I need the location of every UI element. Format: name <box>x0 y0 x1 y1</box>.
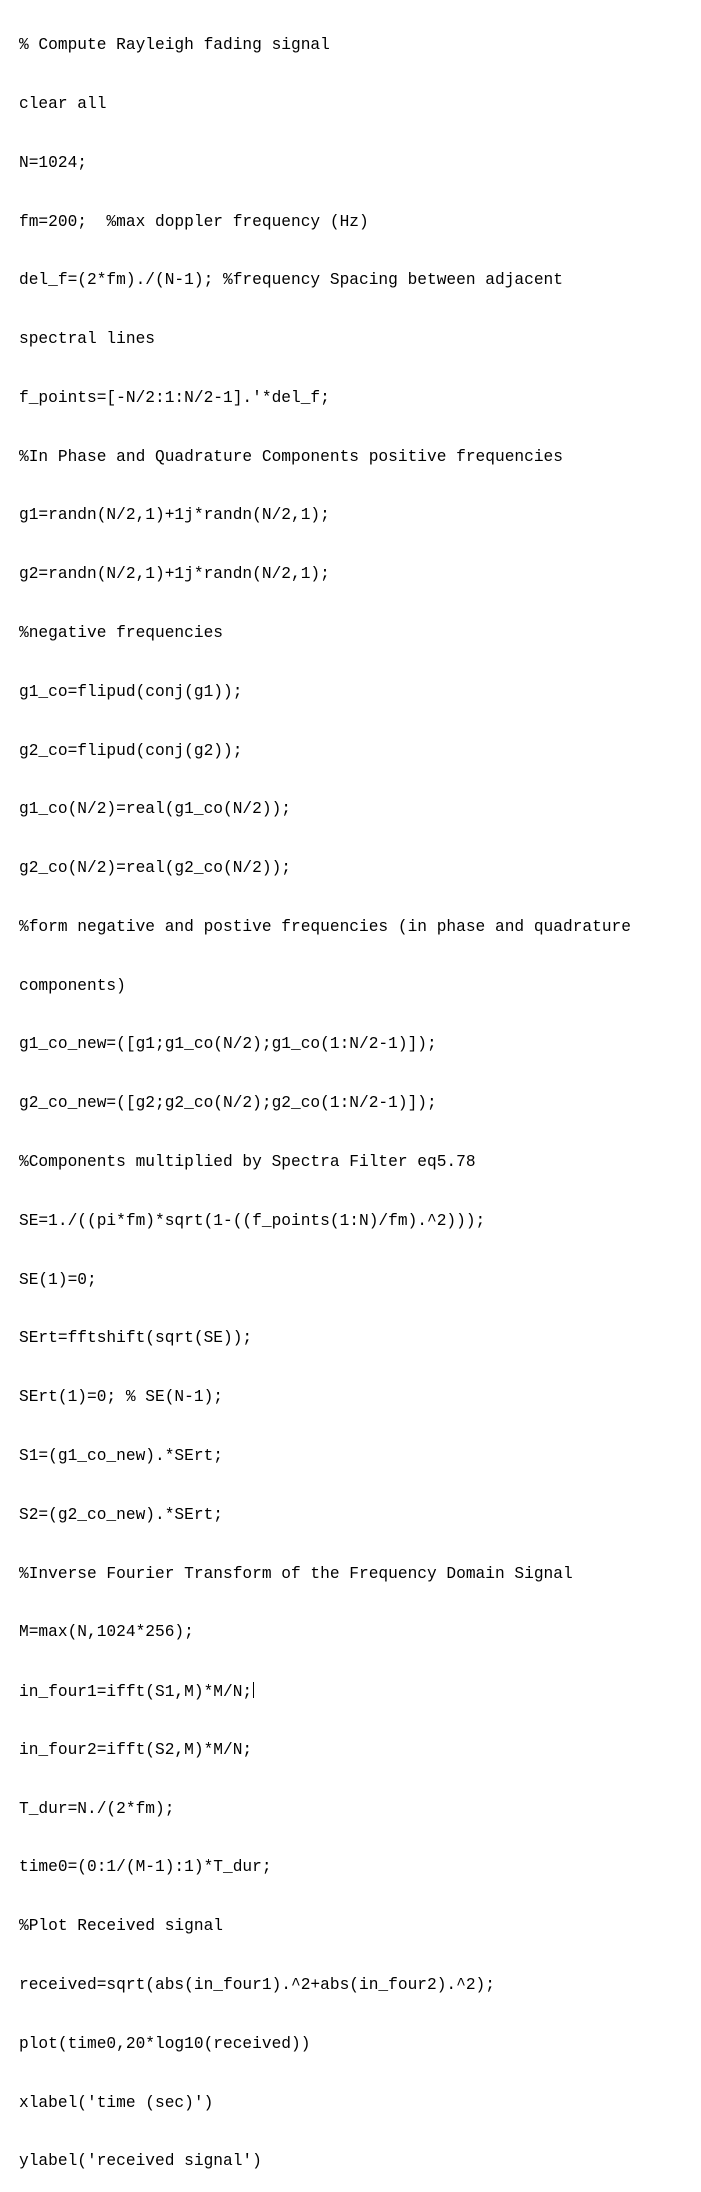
code-line: T_dur=N./(2*fm); <box>19 1799 175 1818</box>
code-line: %Inverse Fourier Transform of the Frequency Domain Signal <box>19 1564 573 1583</box>
code-line: %In Phase and Quadrature Components positive frequencies <box>19 447 563 466</box>
code-line: del_f=(2*fm)./(N-1); %frequency Spacing between adjacent <box>19 271 563 290</box>
code-line: SE=1./((pi*fm)*sqrt(1-((f_points(1:N)/fm).^2))); <box>19 1211 486 1230</box>
code-line: ylabel('received signal') <box>19 2152 262 2171</box>
code-line: g2_co_new=([g2;g2_co(N/2);g2_co(1:N/2-1)]); <box>19 1094 437 1113</box>
code-line: SE(1)=0; <box>19 1270 97 1289</box>
code-line-with-caret[interactable] <box>19 1682 631 1702</box>
code-line: fm=200; %max doppler frequency (Hz) <box>19 212 369 231</box>
code-line: % Compute Rayleigh fading signal <box>19 36 330 55</box>
code-line: spectral lines <box>19 330 155 349</box>
code-line: clear all <box>19 94 107 113</box>
code-line: M=max(N,1024*256); <box>19 1623 194 1642</box>
code-line: received=sqrt(abs(in_four1).^2+abs(in_four2).^2); <box>19 1975 495 1994</box>
code-line: g1_co(N/2)=real(g1_co(N/2)); <box>19 800 291 819</box>
code-line: %negative frequencies <box>19 624 223 642</box>
code-document[interactable] <box>19 0 631 2192</box>
code-line: in_four2=ifft(S2,M)*M/N; <box>19 1740 253 1759</box>
code-line: %Plot Received signal <box>19 1917 223 1936</box>
text-caret <box>253 1682 254 1698</box>
code-line: N=1024; <box>19 153 87 172</box>
code-line: g2_co=flipud(conj(g2)); <box>19 741 243 760</box>
code-line: g2=randn(N/2,1)+1j*randn(N/2,1); <box>19 565 330 584</box>
code-line: g2_co(N/2)=real(g2_co(N/2)); <box>19 859 291 878</box>
code-line: SErt=fftshift(sqrt(SE)); <box>19 1329 253 1348</box>
code-line: %Components multiplied by Spectra Filter eq5.78 <box>19 1153 476 1172</box>
code-line: time0=(0:1/(M-1):1)*T_dur; <box>19 1858 272 1877</box>
code-line: %form negative and postive frequencies (in phase and quadrature <box>19 917 631 936</box>
code-line: components) <box>19 976 126 995</box>
code-line: S2=(g2_co_new).*SErt; <box>19 1505 223 1524</box>
code-line: f_points=[-N/2:1:N/2-1].'*del_f; <box>19 388 330 407</box>
code-line: plot(time0,20*log10(received)) <box>19 2034 311 2053</box>
code-line: g1_co=flipud(conj(g1)); <box>19 682 243 701</box>
code-line: S1=(g1_co_new).*SErt; <box>19 1446 223 1465</box>
code-line: SErt(1)=0; % SE(N-1); <box>19 1388 223 1407</box>
code-line: g1=randn(N/2,1)+1j*randn(N/2,1); <box>19 506 330 525</box>
code-line: g1_co_new=([g1;g1_co(N/2);g1_co(1:N/2-1)]); <box>19 1035 437 1054</box>
code-line: xlabel('time (sec)') <box>19 2093 214 2112</box>
code-line-text: in_four1=ifft(S1,M)*M/N; <box>19 1683 253 1702</box>
